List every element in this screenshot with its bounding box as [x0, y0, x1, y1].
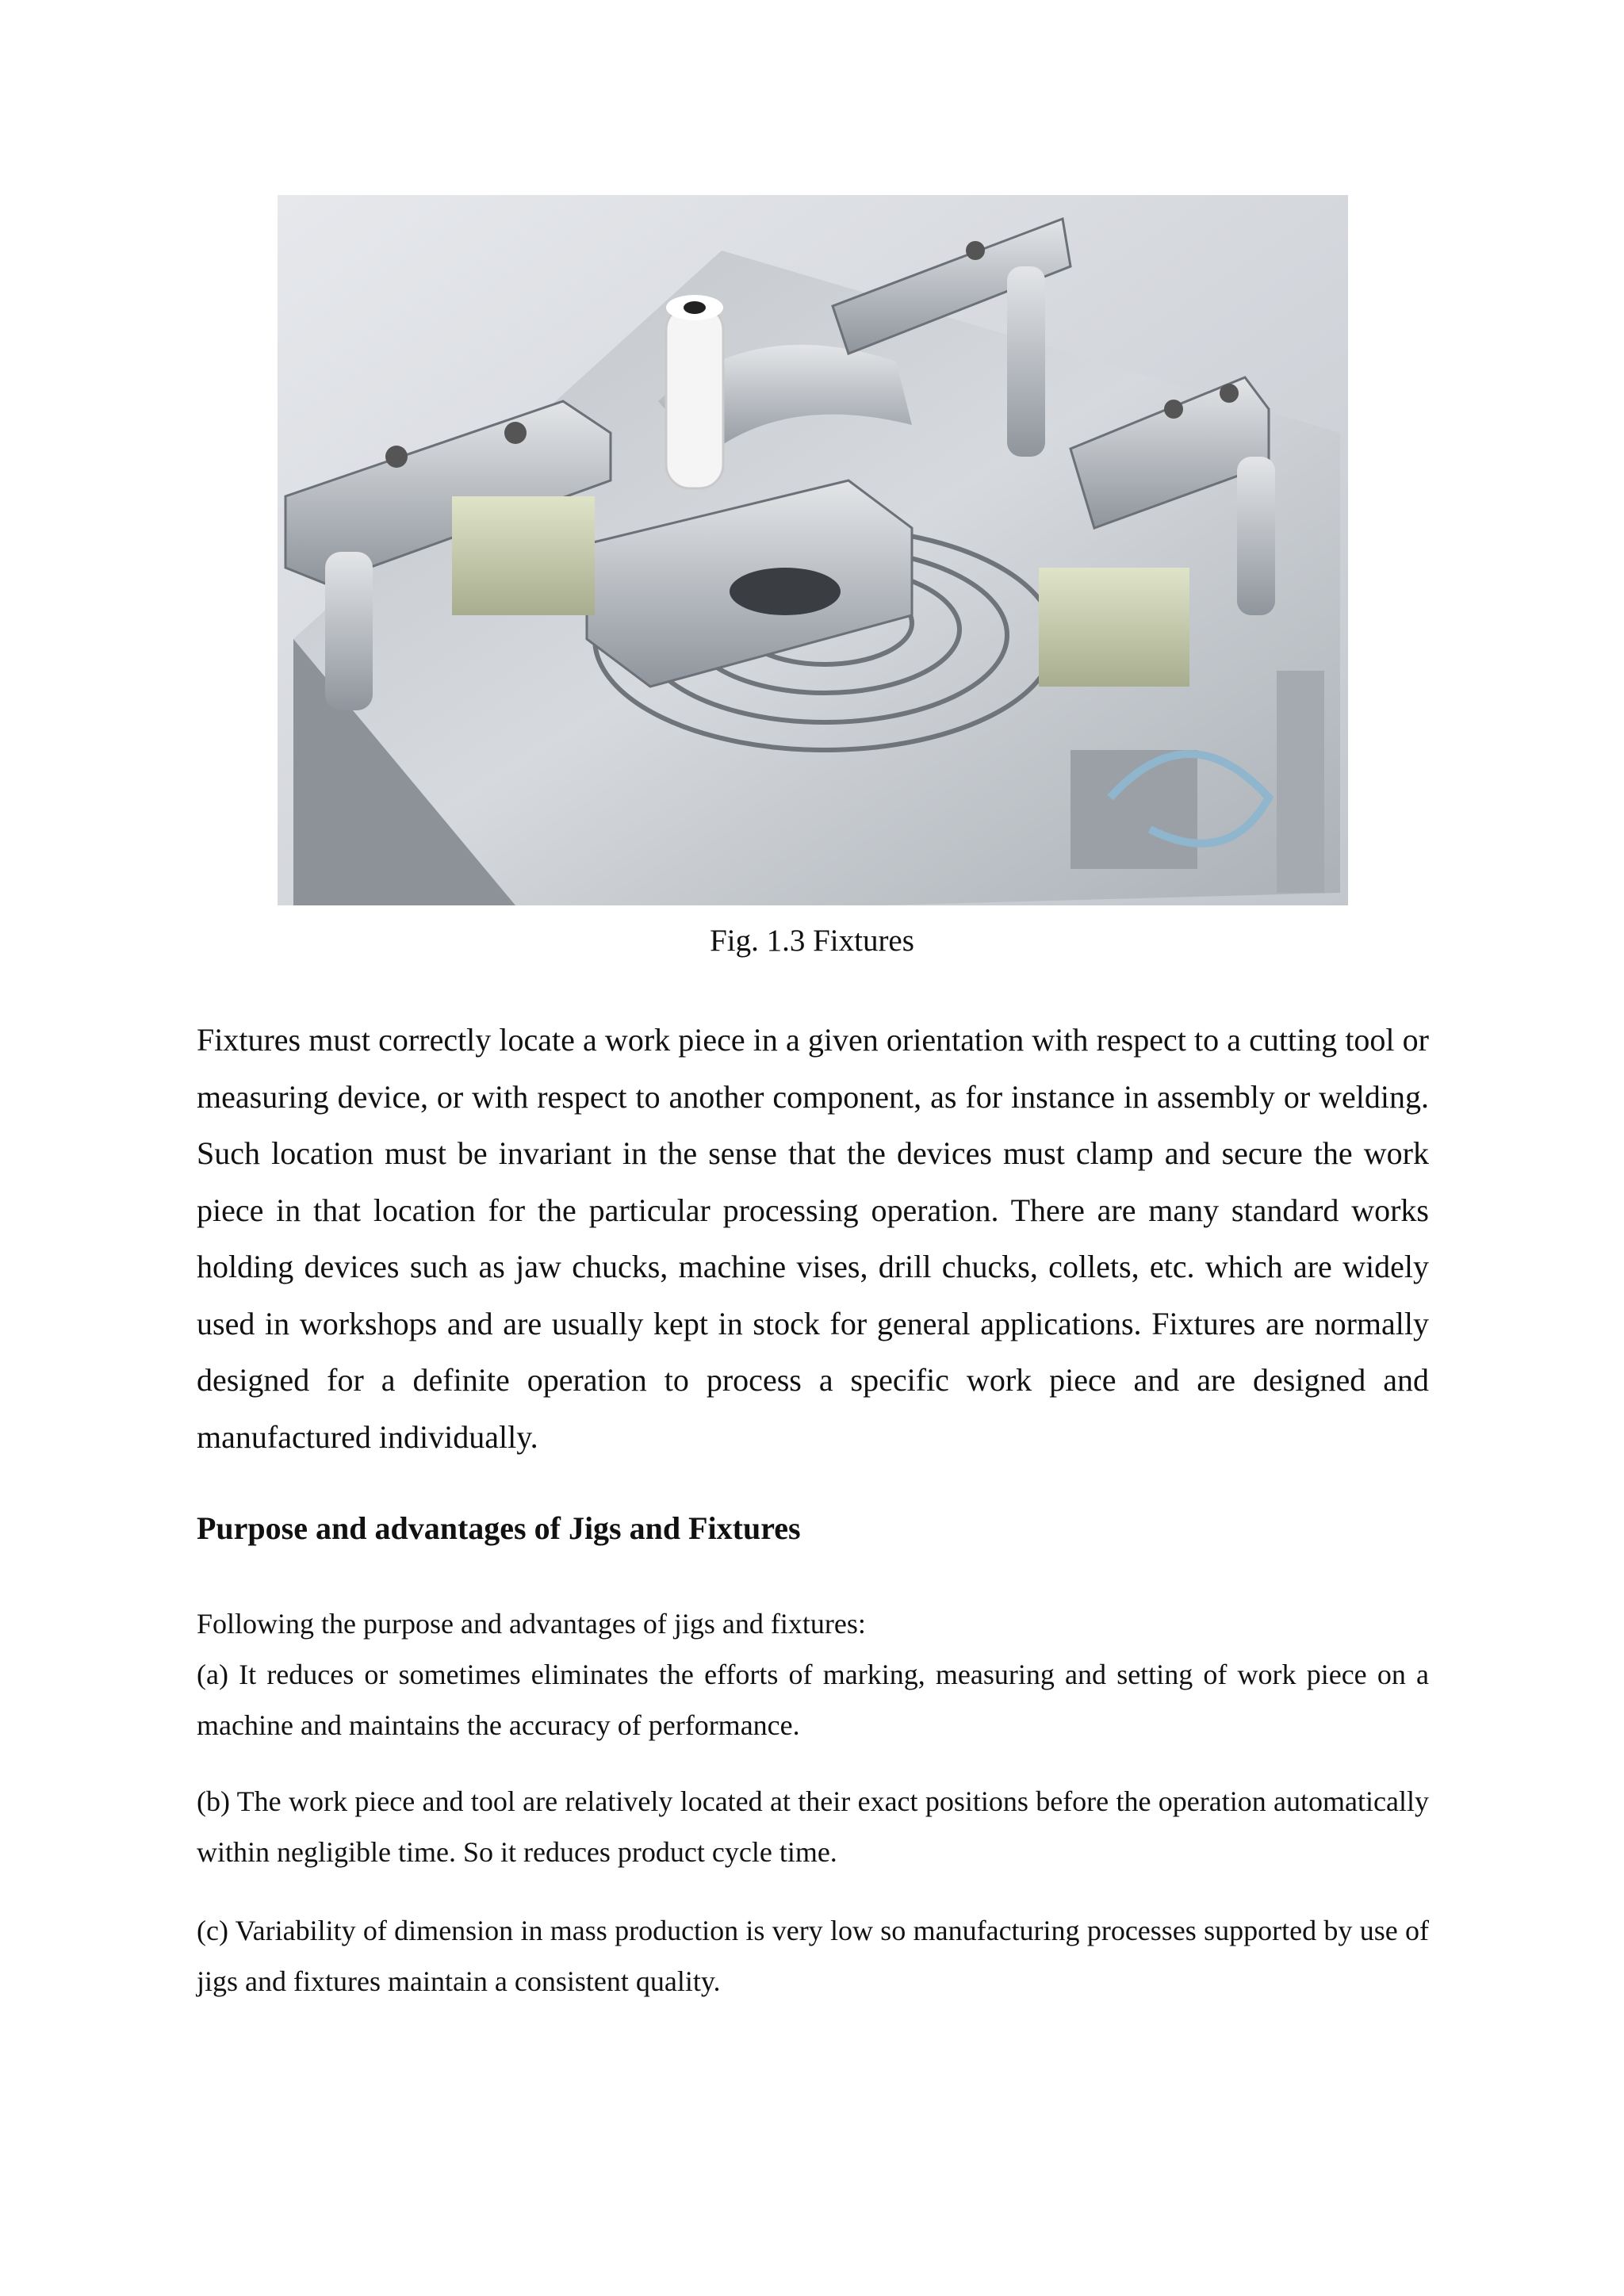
advantages-item-c — [197, 1905, 1429, 2007]
body-paragraph: Fixtures must correctly locate a work piece in a given orientation with respect to a cutting tool or measuring device, or with respect to another component, as for instance in assembly or welding. Such location must be invariant in the sense that the devices must clamp and secure the work piece in that location for the particular processing operation. There are many standard works holding devices such as jaw chucks, machine vises, drill chucks, collets, etc. which are widely used in workshops and are usually kept in stock for general applications. Fixtures are normally designed for a definite operation to process a specific work piece and are designed and manufactured individually. — [197, 1022, 1429, 1455]
advantages-item-b — [197, 1776, 1429, 1877]
list-item: (a) It reduces or sometimes eliminates the efforts of marking, measuring and setting of work piece on a machine and maintains the accuracy of performance. — [197, 1659, 1429, 1741]
section-heading: Purpose and advantages of Jigs and Fixtures — [197, 1510, 801, 1546]
fixture-photo — [278, 195, 1348, 905]
figure-caption: Fig. 1.3 Fixtures — [710, 924, 914, 958]
list-item: (b) The work piece and tool are relatively located at their exact positions before the operation automatically within negligible time. So it reduces product cycle time. — [197, 1785, 1429, 1868]
section-intro: Following the purpose and advantages of jigs and fixtures: — [197, 1608, 866, 1640]
list-item: (c) Variability of dimension in mass production is very low so manufacturing processes supported by use of jigs and fixtures maintain a consistent quality. — [197, 1915, 1429, 1997]
advantages-intro-block — [197, 1598, 1429, 1751]
